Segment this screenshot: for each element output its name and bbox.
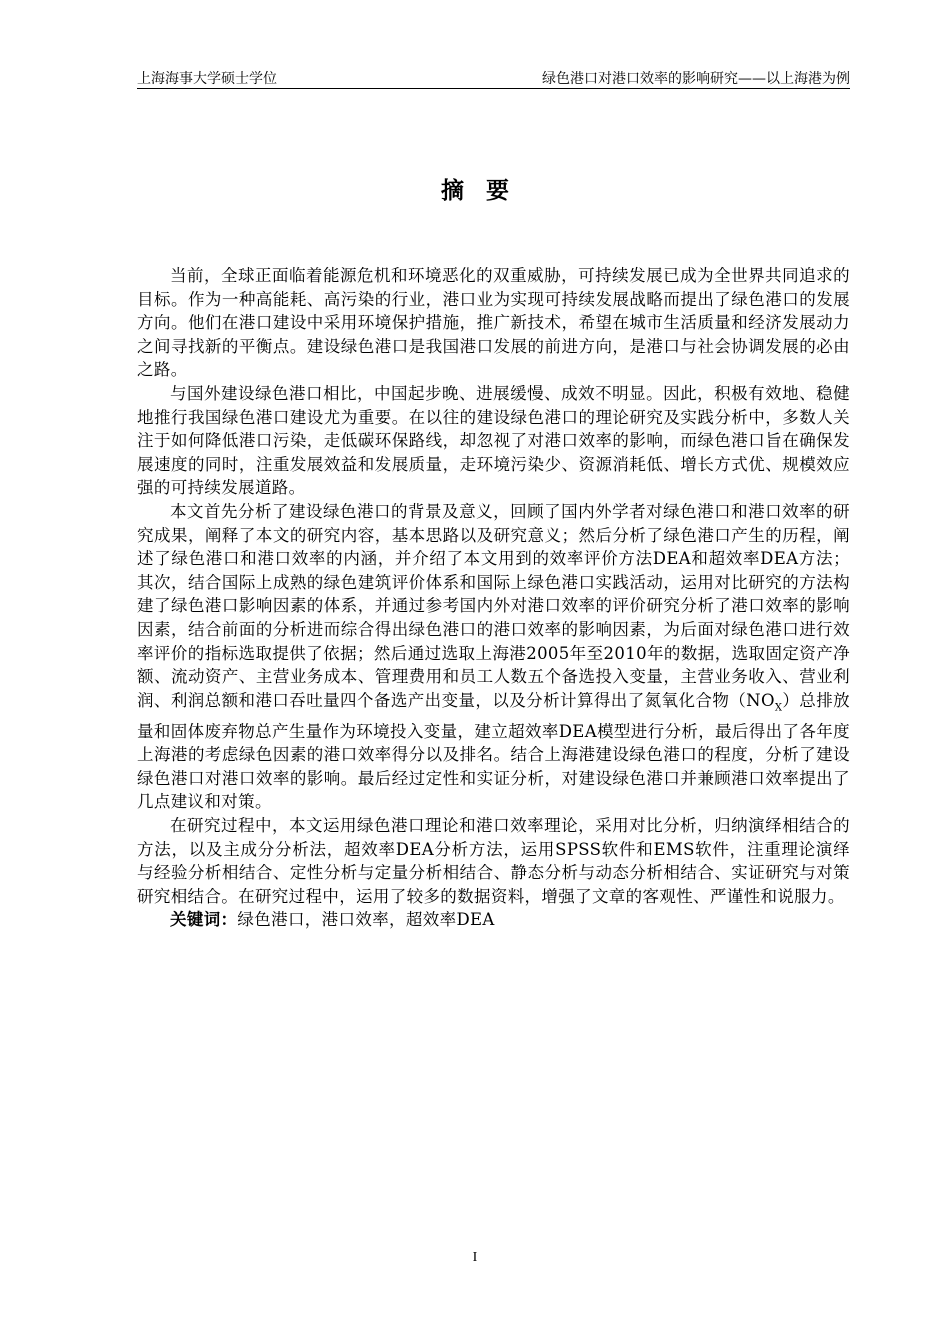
- abstract-paragraph: [137, 500, 850, 814]
- abstract-paragraph: 在研究过程中，本文运用绿色港口理论和港口效率理论，采用对比分析，归纳演绎相结合的方法，以及主成分分析法，超效率DEA分析方法，运用SPSS软件和EMS软件，注重理论演绎与经验分析相结合、定性分析与定量分析相结合、静态分析与动态分析相结合、实证研究与对策研究相结合。在研究过程中，运用了较多的数据资料，增强了文章的客观性、严谨性和说服力。: [137, 815, 850, 906]
- abstract-title: 摘要: [441, 178, 531, 204]
- header-thesis-title: 绿色港口对港口效率的影响研究——以上海港为例: [542, 71, 850, 87]
- keywords-line: [137, 908, 850, 932]
- header-university: 上海海事大学硕士学位: [137, 71, 277, 87]
- abstract-body: [137, 264, 850, 932]
- abstract-paragraph: 与国外建设绿色港口相比，中国起步晚、进展缓慢、成效不明显。因此，积极有效地、稳健地推行我国绿色港口建设尤为重要。在以往的建设绿色港口的理论研究及实践分析中，多数人关注于如何降低港口污染，走低碳环保路线，却忽视了对港口效率的影响，而绿色港口旨在确保发展速度的同时，注重发展效益和发展质量，走环境污染少、资源消耗低、增长方式优、规模效应强的可持续发展道路。: [137, 383, 850, 498]
- subscript-x: X: [774, 701, 783, 713]
- keywords-label: 关键词：: [170, 910, 238, 930]
- page-number: I: [472, 1250, 478, 1265]
- abstract-paragraph: 当前，全球正面临着能源危机和环境恶化的双重威胁，可持续发展已成为全世界共同追求的目标。作为一种高能耗、高污染的行业，港口业为实现可持续发展战略而提出了绿色港口的发展方向。他们在港口建设中采用环境保护措施，推广新技术，希望在城市生活质量和经济发展动力之间寻找新的平衡点。建设绿色港口是我国港口发展的前进方向，是港口与社会协调发展的必由之路。: [137, 266, 850, 380]
- paragraph-text: ）总排放量和固体废弃物总产生量作为环境投入变量，建立超效率DEA模型进行分析，最后得出了各年度上海港的考虑绿色因素的港口效率得分以及排名。结合上海港建设绿色港口的程度，分析了建设绿色港口对港口效率的影响。最后经过定性和实证分析，对建设绿色港口并兼顾港口效率提出了几点建议和对策。: [137, 690, 850, 812]
- paragraph-text: 本文首先分析了建设绿色港口的背景及意义，回顾了国内外学者对绿色港口和港口效率的研究成果，阐释了本文的研究内容，基本思路以及研究意义；然后分析了绿色港口产生的历程，阐述了绿色港口和港口效率的内涵，并介绍了本文用到的效率评价方法DEA和超效率DEA方法；其次，结合国际上成熟的绿色建筑评价体系和国际上绿色港口实践活动，运用对比研究的方法构建了绿色港口影响因素的体系，并通过参考国内外对港口效率的评价研究分析了港口效率的影响因素，结合前面的分析进而综合得出绿色港口的港口效率的影响因素，为后面对绿色港口进行效率评价的指标选取提供了依据；然后通过选取上海港2005年至2010年的数据，选取固定资产净额、流动资产、主营业务成本、管理费用和员工人数五个备选投入变量，主营业务收入、营业利润、利润总额和港口吞吐量四个备选产出变量，以及分析计算得出了氮氧化合物（NO: [137, 501, 850, 710]
- keywords-text: 绿色港口，港口效率，超效率DEA: [237, 910, 495, 930]
- running-header: [137, 66, 850, 89]
